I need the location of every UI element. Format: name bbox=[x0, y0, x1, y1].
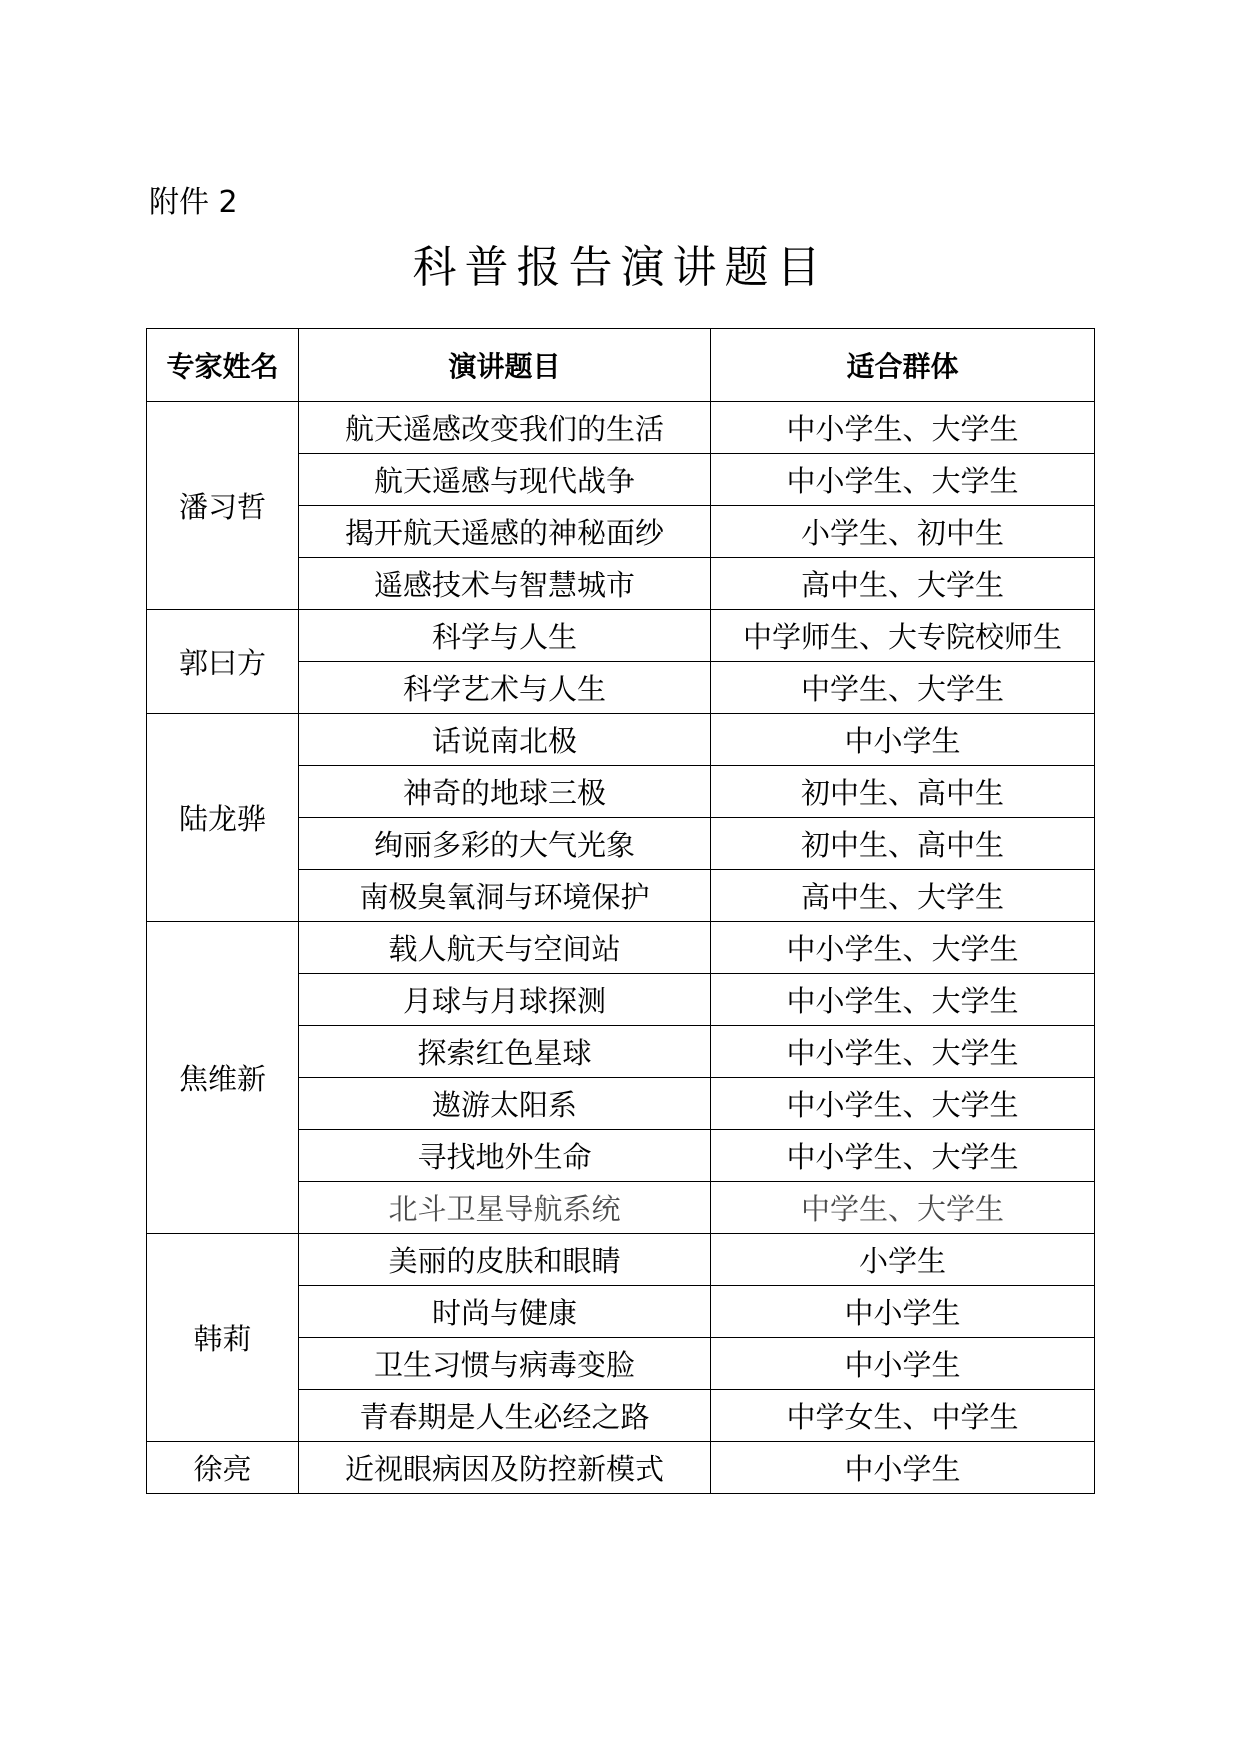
attachment-label: 附件 2 bbox=[149, 185, 238, 220]
target-audience-cell: 中小学生、大学生 bbox=[711, 1130, 1095, 1182]
lecture-topic-cell: 载人航天与空间站 bbox=[299, 922, 711, 974]
lecture-topic-cell: 近视眼病因及防控新模式 bbox=[299, 1442, 711, 1494]
target-audience-cell: 中小学生、大学生 bbox=[711, 922, 1095, 974]
expert-name-cell: 徐亮 bbox=[147, 1442, 299, 1494]
target-audience-cell: 中小学生、大学生 bbox=[711, 974, 1095, 1026]
lecture-topic-cell: 北斗卫星导航系统 bbox=[299, 1182, 711, 1234]
target-audience-cell: 中学师生、大专院校师生 bbox=[711, 610, 1095, 662]
table-row bbox=[147, 922, 1095, 974]
lecture-topic-cell: 南极臭氧洞与环境保护 bbox=[299, 870, 711, 922]
lecture-topic-cell: 遥感技术与智慧城市 bbox=[299, 558, 711, 610]
target-audience-cell: 中小学生、大学生 bbox=[711, 402, 1095, 454]
lecture-topic-cell: 卫生习惯与病毒变脸 bbox=[299, 1338, 711, 1390]
target-audience-cell: 初中生、高中生 bbox=[711, 818, 1095, 870]
lecture-topic-cell: 青春期是人生必经之路 bbox=[299, 1390, 711, 1442]
target-audience-cell: 高中生、大学生 bbox=[711, 558, 1095, 610]
lecture-topic-cell: 航天遥感与现代战争 bbox=[299, 454, 711, 506]
target-audience-cell: 中学生、大学生 bbox=[711, 1182, 1095, 1234]
target-audience-cell: 中学女生、中学生 bbox=[711, 1390, 1095, 1442]
lecture-topic-cell: 寻找地外生命 bbox=[299, 1130, 711, 1182]
target-audience-cell: 中小学生、大学生 bbox=[711, 1078, 1095, 1130]
target-audience-cell: 小学生、初中生 bbox=[711, 506, 1095, 558]
page-title: 科普报告演讲题目 bbox=[412, 242, 829, 293]
lecture-topic-cell: 遨游太阳系 bbox=[299, 1078, 711, 1130]
lecture-topic-cell: 话说南北极 bbox=[299, 714, 711, 766]
table-row bbox=[147, 610, 1095, 662]
target-audience-cell: 高中生、大学生 bbox=[711, 870, 1095, 922]
table-header-row bbox=[147, 329, 1095, 402]
table-row bbox=[147, 1442, 1095, 1494]
lecture-topics-table bbox=[146, 328, 1095, 1494]
lecture-topic-cell: 月球与月球探测 bbox=[299, 974, 711, 1026]
target-audience-cell: 小学生 bbox=[711, 1234, 1095, 1286]
expert-name-cell: 郭曰方 bbox=[147, 610, 299, 714]
lecture-topic-cell: 航天遥感改变我们的生活 bbox=[299, 402, 711, 454]
target-audience-cell: 中小学生、大学生 bbox=[711, 454, 1095, 506]
header-target-audience: 适合群体 bbox=[711, 329, 1095, 402]
header-expert-name: 专家姓名 bbox=[147, 329, 299, 402]
target-audience-cell: 中学生、大学生 bbox=[711, 662, 1095, 714]
table-row bbox=[147, 402, 1095, 454]
expert-name-cell: 潘习哲 bbox=[147, 402, 299, 610]
lecture-topic-cell: 科学与人生 bbox=[299, 610, 711, 662]
expert-name-cell: 焦维新 bbox=[147, 922, 299, 1234]
lecture-topic-cell: 探索红色星球 bbox=[299, 1026, 711, 1078]
target-audience-cell: 中小学生 bbox=[711, 714, 1095, 766]
table-row bbox=[147, 1234, 1095, 1286]
lecture-topic-cell: 揭开航天遥感的神秘面纱 bbox=[299, 506, 711, 558]
table-body bbox=[147, 402, 1095, 1494]
lecture-topic-cell: 时尚与健康 bbox=[299, 1286, 711, 1338]
header-lecture-topic: 演讲题目 bbox=[299, 329, 711, 402]
lecture-topic-cell: 科学艺术与人生 bbox=[299, 662, 711, 714]
target-audience-cell: 中小学生、大学生 bbox=[711, 1026, 1095, 1078]
expert-name-cell: 陆龙骅 bbox=[147, 714, 299, 922]
table-row bbox=[147, 714, 1095, 766]
expert-name-cell: 韩莉 bbox=[147, 1234, 299, 1442]
target-audience-cell: 中小学生 bbox=[711, 1286, 1095, 1338]
lecture-topic-cell: 美丽的皮肤和眼睛 bbox=[299, 1234, 711, 1286]
target-audience-cell: 中小学生 bbox=[711, 1442, 1095, 1494]
lecture-topic-cell: 绚丽多彩的大气光象 bbox=[299, 818, 711, 870]
target-audience-cell: 中小学生 bbox=[711, 1338, 1095, 1390]
target-audience-cell: 初中生、高中生 bbox=[711, 766, 1095, 818]
lecture-topic-cell: 神奇的地球三极 bbox=[299, 766, 711, 818]
